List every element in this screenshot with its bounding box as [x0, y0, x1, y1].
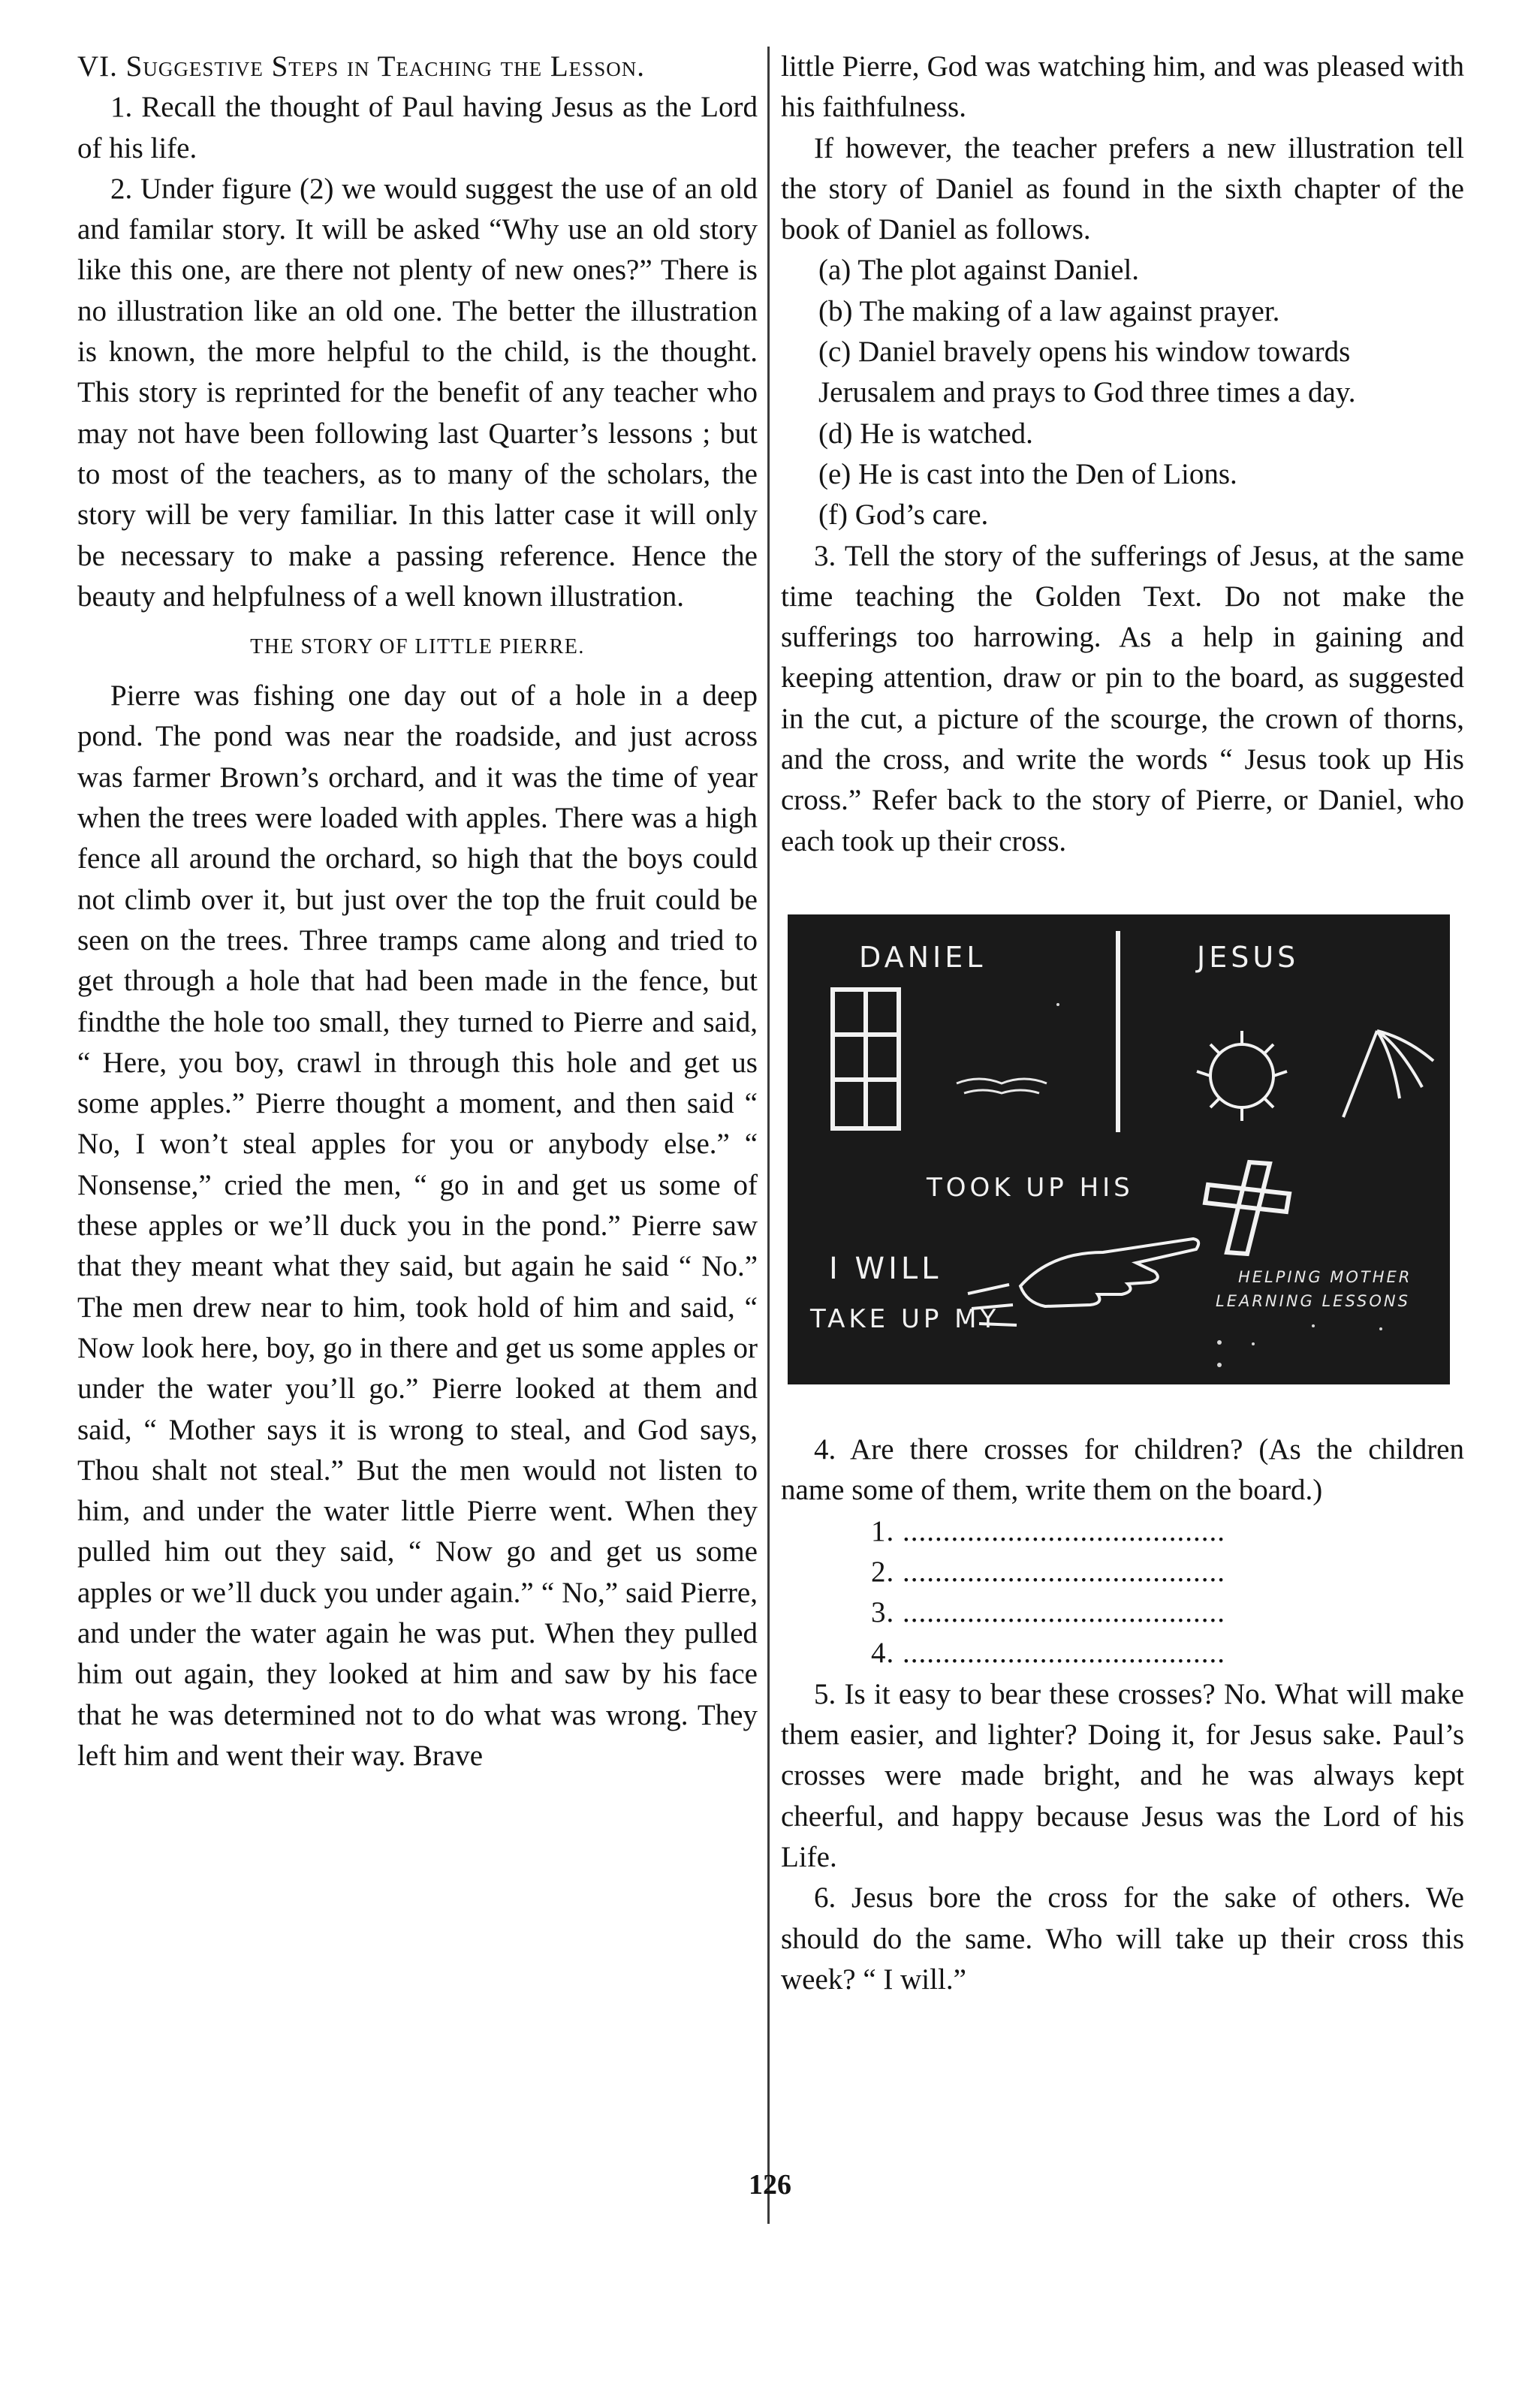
daniel-point: (a) The plot against Daniel.	[818, 254, 1140, 287]
step-2: 2. Under figure (2) we would suggest the use of an old and familar story. It will be asked “Why use an old story like this one, are there not plenty of new ones?” There is no illustration like an old one. The better the illustration is known, the more helpful to the child, is the thought. This story is reprinted for the benefit of any teacher who may not have been following last Quarter’s lessons ; but to most of the teachers, as to many of the scholars, the story will be very familiar. In this latter case it will only be necessary to make a passing reference. Hence the beauty and helpfulness of a well known illustration.	[77, 172, 758, 613]
blank-line: 3. ........................................	[871, 1596, 1225, 1629]
story-text: Pierre was fishing one day out of a hole in a deep pond. The pond was near the roadside, and just across was farmer Brown’s orchard, and it was the time of year when the trees were loaded with apples. There was a high fence all around the orchard, so high that the boys could not climb over it, but just over the top the fruit could be seen on the trees. Three tramps came along and tried to get through a hole that had been made in the fence, but findthe the hole too small, they turned to Pierre and said, “ Here, you boy, crawl in through this hole and get us some apples.” Pierre thought a moment, and then said “ No, I won’t steal apples for you or anybody else.” “ Nonsense,” cried the men, “ go in and get us some of these apples or we’ll duck you in the pond.” Pierre saw that they meant what they said, but again he said “ No.” The men drew near to him, took hold of him and said, “ Now look here, boy, go in there and get us some apples or under the water you’ll go.” Pierre looked at them and said, “ Mother says it is wrong to steal, and God says, Thou shalt not steal.” But the men would not listen to him, and under the water little Pierre went. When they pulled him out they said, “ Now go and get us some apples or we’ll duck you under again.” “ No,” said Pierre, and under the water again he was put. When they pulled him out again, they looked at him and saw by his face that he was determined not to do what was wrong. They left him and went their way. Brave	[77, 679, 758, 1772]
board-label-took-up-his: TOOK UP HIS	[927, 1172, 1134, 1203]
story-title: THE STORY OF LITTLE PIERRE.	[250, 635, 585, 659]
blackboard-svg	[788, 914, 1450, 1384]
board-label-take-up-my: TAKE UP MY	[810, 1303, 1000, 1334]
left-column	[77, 47, 758, 1776]
right-column	[781, 47, 1464, 2000]
daniel-point: (d) He is watched.	[818, 417, 1033, 450]
daniel-intro: If however, the teacher prefers a new illustration tell the story of Daniel as found in the sixth chapter of the book of Daniel as follows.	[781, 131, 1464, 246]
blank-line: 2. ........................................	[871, 1555, 1225, 1588]
board-label-daniel: DANIEL	[859, 940, 987, 974]
blank-line: 4. ........................................	[871, 1637, 1225, 1670]
step-1: 1. Recall the thought of Paul having Jesus as the Lord of his life.	[77, 91, 758, 164]
step-6: 6. Jesus bore the cross for the sake of others. We should do the same. Who will take up their cross this week? “ I will.”	[781, 1881, 1464, 1996]
daniel-point: (c) Daniel bravely opens his window towards Jerusalem and prays to God three times a day.	[818, 336, 1356, 409]
step-3: 3. Tell the story of the sufferings of Jesus, at the same time teaching the Golden Text. Do not make the sufferings too harrowing. As a help in gaining and keeping attention, draw or pin to the board, as suggested in the cut, a picture of the scourge, the crown of thorns, and the cross, and write the words “ Jesus took up His cross.” Refer back to the story of Pierre, or Daniel, who each took up their cross.	[781, 539, 1464, 857]
board-label-i-will: I WILL	[829, 1251, 942, 1286]
page-number: 126	[749, 2169, 791, 2201]
blackboard-illustration	[788, 914, 1450, 1384]
board-label-helping-mother: HELPING MOTHER	[1238, 1267, 1412, 1286]
board-label-learning-lessons: LEARNING LESSONS	[1216, 1291, 1410, 1310]
story-ending: little Pierre, God was watching him, and was pleased with his faithfulness.	[781, 50, 1464, 124]
board-label-jesus: JESUS	[1197, 940, 1300, 974]
blank-line: 1. ........................................	[871, 1514, 1225, 1547]
column-divider	[767, 47, 770, 2224]
section-heading: VI. Suggestive Steps in Teaching the Lesson.	[77, 50, 645, 83]
daniel-point: (e) He is cast into the Den of Lions.	[818, 457, 1237, 490]
step-5: 5. Is it easy to bear these crosses? No. What will make them easier, and lighter? Doing it, for Jesus sake. Paul’s crosses were made bright, and he was always kept cheerful, and happy because Jesus was the Lord of his Life.	[781, 1677, 1464, 1873]
daniel-point: (f) God’s care.	[818, 499, 989, 532]
step-4: 4. Are there crosses for children? (As the children name some of them, write them on the board.)	[781, 1433, 1464, 1507]
daniel-point: (b) The making of a law against prayer.	[818, 294, 1280, 327]
